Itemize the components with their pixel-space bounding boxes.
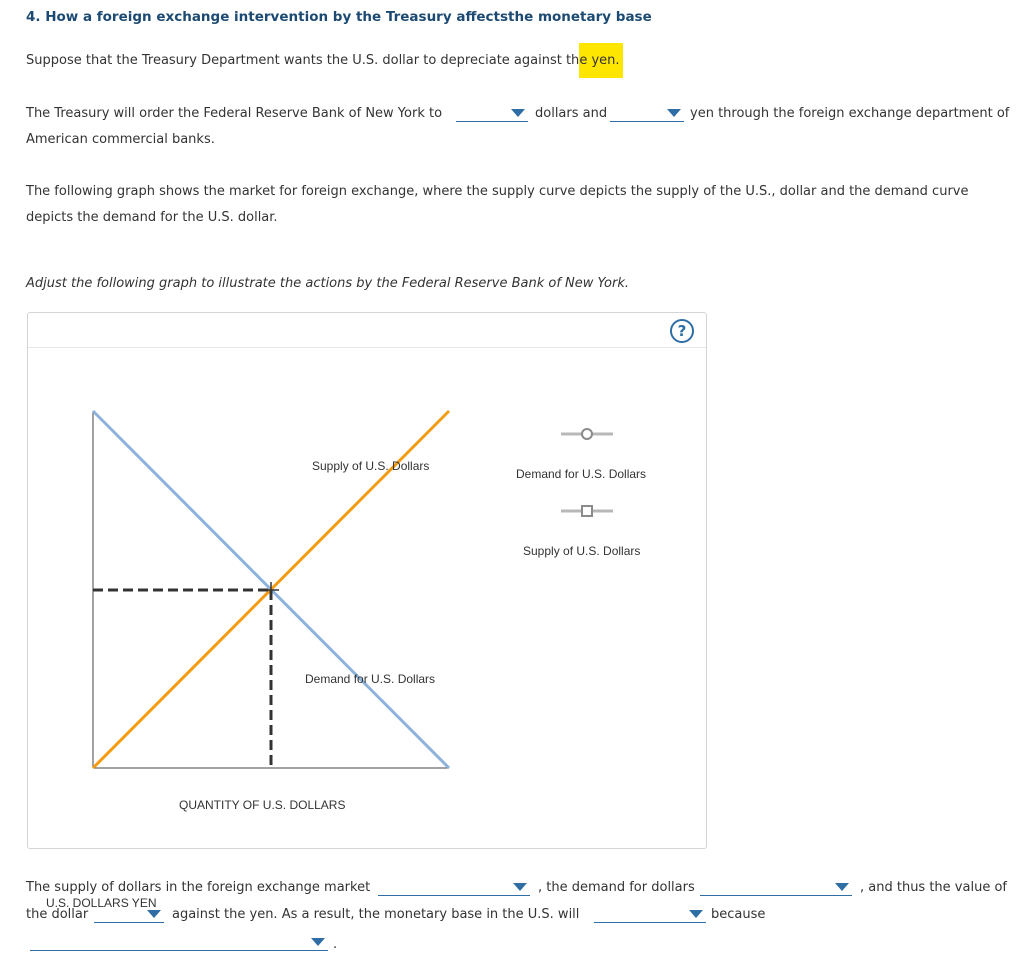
demand-curve-label: Demand for U.S. Dollars bbox=[305, 672, 436, 686]
intro-text bbox=[26, 53, 623, 68]
demand-for-dollars-dropdown[interactable] bbox=[700, 878, 852, 896]
answer-text-2c: because bbox=[711, 907, 766, 922]
treasury-text-a: The Treasury will order the Federal Reserve Bank of New York to bbox=[26, 106, 443, 121]
chevron-down-icon bbox=[511, 109, 525, 117]
legend-supply-tool[interactable] bbox=[561, 506, 613, 516]
legend-supply-label: Supply of U.S. Dollars bbox=[523, 544, 641, 558]
graph-instruction: Adjust the following graph to illustrate the actions by the Federal Reserve Bank of New York. bbox=[26, 276, 629, 291]
chevron-down-icon bbox=[311, 938, 325, 946]
question-title: 4. How a foreign exchange intervention by the Treasury affectsthe monetary base bbox=[26, 9, 652, 25]
help-icon[interactable]: ? bbox=[670, 319, 694, 343]
circle-marker-icon bbox=[582, 429, 592, 439]
treasury-text-c: yen through the foreign exchange department of bbox=[690, 106, 1010, 121]
answer-text-1b: , the demand for dollars bbox=[538, 880, 695, 895]
answer-text-1a: The supply of dollars in the foreign exchange market bbox=[26, 880, 371, 895]
monetary-base-dropdown[interactable] bbox=[594, 905, 706, 923]
supply-curve-label: Supply of U.S. Dollars bbox=[312, 459, 430, 473]
y-axis-label: U.S. DOLLARS YEN bbox=[46, 896, 157, 910]
answer-text-2a: the dollar bbox=[26, 907, 89, 922]
reason-dropdown[interactable] bbox=[30, 933, 328, 951]
treasury-text-b: dollars and bbox=[535, 106, 608, 121]
treasury-text-line2: American commercial banks. bbox=[26, 132, 215, 147]
legend-demand-label: Demand for U.S. Dollars bbox=[516, 467, 647, 481]
treasury-yen-action-dropdown[interactable] bbox=[610, 104, 684, 122]
highlighted-text: e yen. bbox=[579, 43, 622, 78]
chevron-down-icon bbox=[667, 109, 681, 117]
graph-description-line2: depicts the demand for the U.S. dollar. bbox=[26, 210, 278, 225]
answer-text-1c: , and thus the value of bbox=[860, 880, 1007, 895]
answer-text-2b: against the yen. As a result, the monetary base in the U.S. will bbox=[172, 907, 580, 922]
intro-text-main: Suppose that the Treasury Department wants the U.S. dollar to depreciate against th bbox=[26, 53, 580, 68]
dollar-value-dropdown[interactable] bbox=[94, 905, 164, 923]
legend-demand-tool[interactable] bbox=[561, 429, 613, 439]
chevron-down-icon bbox=[689, 910, 703, 918]
graph-description-line1: The following graph shows the market for foreign exchange, where the supply curve depicts the supply of the U.S., dollar and the demand curve bbox=[26, 184, 969, 199]
chevron-down-icon bbox=[147, 910, 161, 918]
x-axis-label: QUANTITY OF U.S. DOLLARS bbox=[179, 798, 346, 812]
chevron-down-icon bbox=[513, 883, 527, 891]
chevron-down-icon bbox=[835, 883, 849, 891]
square-marker-icon bbox=[582, 506, 592, 516]
answer-text-3-end: . bbox=[333, 937, 338, 952]
treasury-dollars-action-dropdown[interactable] bbox=[456, 104, 528, 122]
supply-of-dollars-dropdown[interactable] bbox=[378, 878, 530, 896]
